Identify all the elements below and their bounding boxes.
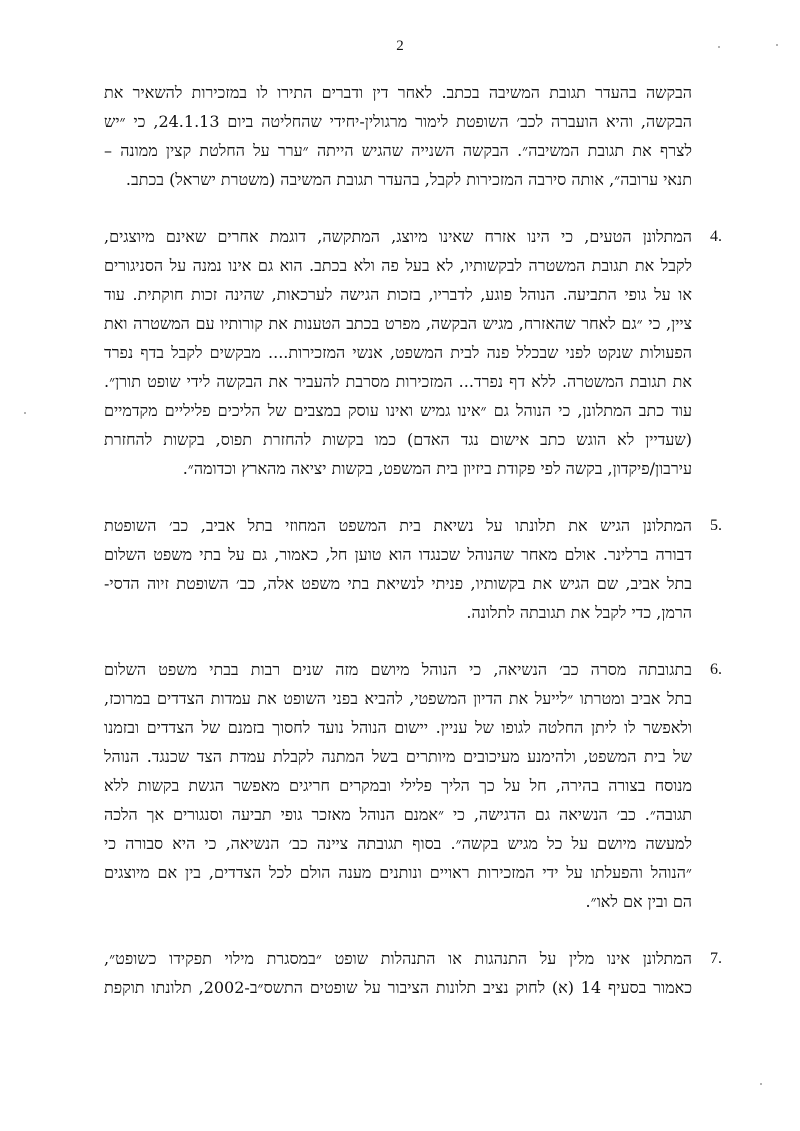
paragraph-number: 4.	[710, 228, 722, 245]
paragraph-7	[104, 944, 722, 1002]
text-line: בתל אביב ומטרתו ״לייעל את הדיון המשפטי, להביא בפני השופט את עמדות הצדדים במרוכז,	[104, 689, 692, 708]
document-body	[104, 78, 722, 1002]
paragraph-gap	[104, 916, 692, 944]
scan-speck	[718, 46, 720, 48]
text-line: לקבל את תגובת המשטרה לבקשותיו, לא בעל פה ולא בכתב. הוא גם אינו נמנה על הסניגורים	[104, 256, 692, 275]
paragraph-6	[104, 655, 722, 916]
text-line: הם ובין אם לאו״.	[585, 892, 692, 911]
text-line: הרמן, כדי לקבל את תגובתה לתלונה.	[466, 603, 692, 622]
text-line: (שעדיין לא הוגש כתב אישום נגד האדם) כמו בקשות להחזרת תפוס, בקשות להחזרת	[104, 430, 692, 449]
text-line: עוד כתב המתלונן, כי הנוהל גם ״אינו גמיש ואינו עוסק במצבים של הליכים פליליים מקדמיים	[104, 401, 692, 420]
text-line: עירבון/פיקדון, בקשה לפי פקודת ביזיון בית המשפט, בקשות יציאה מהארץ וכדומה״.	[182, 459, 692, 478]
scan-speck	[776, 44, 778, 46]
text-line: את תגובת המשטרה. ללא דף נפרד... המזכירות מסרבת להעביר את הבקשה לידי שופט תורן״.	[104, 372, 692, 391]
text-line: של בית המשפט, ולהימנע מעיכובים מיותרים בשל המתנה לקבלת עמדת הצד שכנגד. הנוהל	[104, 747, 692, 766]
intro-paragraph	[104, 78, 692, 194]
text-line: למעשה מיושם על כל מגיש בקשה״. בסוף תגובתה ציינה כב׳ הנשיאה, כי היא סבורה כי	[104, 834, 692, 853]
text-line: המתלונן אינו מלין על התנהגות או התנהלות שופט ״במסגרת מילוי תפקידו כשופט״,	[104, 949, 692, 968]
text-line: מנוסח בצורה בהירה, חל על כך הליך פלילי ובמקרים חריגים מאפשר הגשת בקשות ללא	[104, 776, 692, 795]
text-line: הבקשה, והיא הועברה לכב׳ השופטת לימור מרגולין-יחידי שהחליטה ביום 24.1.13, כי ״יש	[104, 112, 692, 131]
text-line: ציין, כי ״גם לאחר שהאזרח, מגיש הבקשה, מפרט בכתב הטענות את קורותיו עם המשטרה ואת	[104, 314, 692, 333]
paragraph-4	[104, 222, 722, 483]
paragraph-gap	[104, 483, 692, 511]
paragraph-number: 7.	[710, 950, 722, 967]
text-line: המתלונן הטעים, כי הינו אזרח שאינו מיוצג, המתקשה, דוגמת אחרים שאינם מיוצגים,	[104, 227, 692, 246]
text-line: כאמור בסעיף 14 (א) לחוק נציב תלונות הציבור על שופטים התשס״ב-2002, תלונתו תוקפת	[104, 978, 692, 997]
text-line: הבקשה בהעדר תגובת המשיבה בכתב. לאחר דין ודברים התירו לו במזכירות להשאיר את	[104, 83, 692, 102]
paragraph-gap	[104, 627, 692, 655]
paragraph-number: 5.	[710, 517, 722, 534]
text-line: או על גופי התביעה. הנוהל פוגע, לדבריו, בזכות הגישה לערכאות, שהינה זכות חוקתית. עוד	[104, 285, 692, 304]
text-line: הפעולות שנקט לפני שבכלל פנה לבית המשפט, אנשי המזכירות.... מבקשים לקבל בדף נפרד	[104, 343, 692, 362]
page-number: 2	[396, 38, 404, 54]
scan-speck	[24, 412, 26, 414]
text-line: ״הנוהל והפעלתו על ידי המזכירות ראויים ונותנים מענה הולם לכל הצדדים, בין אם מיוצגים	[104, 863, 692, 882]
text-line: תגובה״. כב׳ הנשיאה גם הדגישה, כי ״אמנם הנוהל מאזכר גופי תביעה וסנגורים אך הלכה	[104, 805, 692, 824]
text-line: המתלונן הגיש את תלונתו על נשיאת בית המשפט המחוזי בתל אביב, כב׳ השופטת	[104, 516, 692, 535]
text-line: בתל אביב, שם הגיש את בקשותיו, פניתי לנשיאת בתי משפט אלה, כב׳ השופטת זיוה הדסי-	[104, 574, 692, 593]
paragraph-gap	[104, 194, 692, 222]
paragraph-number: 6.	[710, 661, 722, 678]
text-line: תנאי ערובה״, אותה סירבה המזכירות לקבל, בהעדר תגובת המשיבה (משטרת ישראל) בכתב.	[125, 170, 692, 189]
text-line: דבורה ברלינר. אולם מאחר שהנוהל שכנגדו הוא טוען חל, כאמור, גם על בתי משפט השלום	[104, 545, 692, 564]
paragraph-5	[104, 511, 722, 627]
text-line: ולאפשר לו ליתן החלטה לגופו של עניין. יישום הנוהל נועד לחסוך בזמנם של הצדדים ובזמנו	[104, 718, 692, 737]
scan-speck	[760, 1083, 762, 1085]
text-line: לצרף את תגובת המשיבה״. הבקשה השנייה שהגיש הייתה ״ערר על החלטת קצין ממונה –	[104, 141, 692, 160]
text-line: בתגובתה מסרה כב׳ הנשיאה, כי הנוהל מיושם מזה שנים רבות בבתי משפט השלום	[104, 660, 692, 679]
